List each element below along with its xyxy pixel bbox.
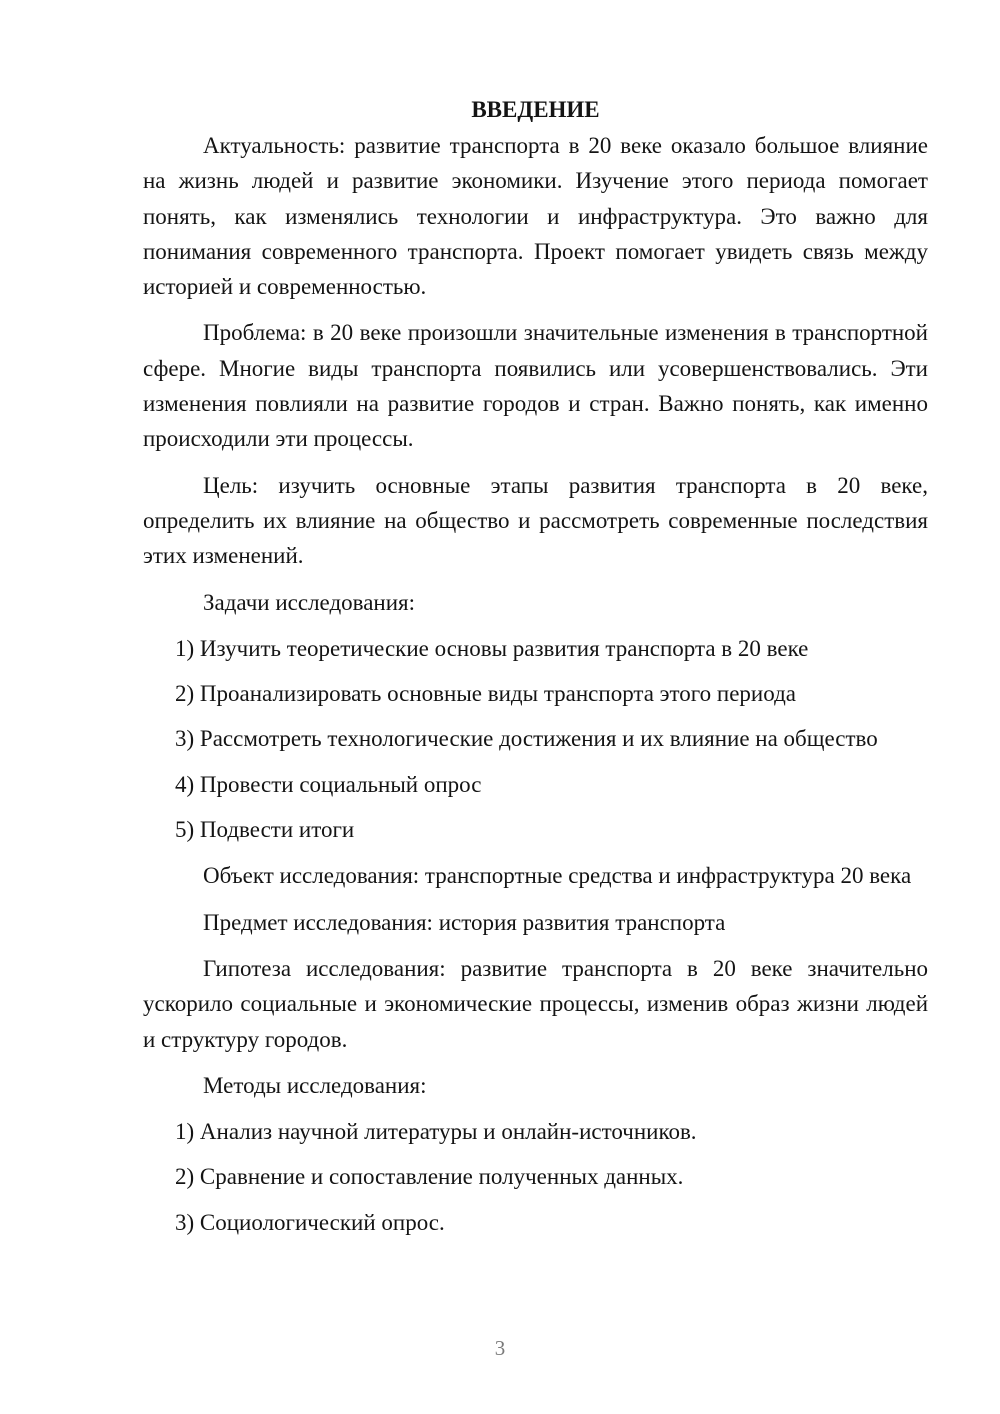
section-title: ВВЕДЕНИЕ xyxy=(471,97,600,122)
list-item: 2) Проанализировать основные виды транспорта этого периода xyxy=(175,681,796,707)
paragraph-problem: Проблема: в 20 веке произошли значительные изменения в транспортной сфере. Многие виды транспорта появились или усовершенствовались. Эти изменения повлияли на развитие городов и стран. Важно понять, как именно происходили эти процессы. xyxy=(143,320,928,452)
paragraph-subject: Предмет исследования: история развития транспорта xyxy=(203,909,726,935)
paragraph-hypothesis: Гипотеза исследования: развитие транспорта в 20 веке значительно ускорило социальные и экономические процессы, изменив образ жизни людей и структуру городов. xyxy=(143,955,928,1052)
list-item: 1) Изучить теоретические основы развития транспорта в 20 веке xyxy=(175,635,809,661)
list-item: 1) Анализ научной литературы и онлайн-источников. xyxy=(175,1119,697,1145)
list-item: 3) Рассмотреть технологические достижения и их влияние на общество xyxy=(175,726,878,752)
list-item: 4) Провести социальный опрос xyxy=(175,771,482,797)
tasks-list xyxy=(143,631,928,847)
page-number: 3 xyxy=(494,1336,506,1360)
document-body xyxy=(143,92,928,1251)
paragraph-object: Объект исследования: транспортные средства и инфраструктура 20 века xyxy=(203,863,912,889)
tasks-heading: Задачи исследования: xyxy=(203,589,416,615)
list-item: 2) Сравнение и сопоставление полученных данных. xyxy=(175,1164,684,1190)
paragraph-goal: Цель: изучить основные этапы развития транспорта в 20 веке, определить их влияние на общество и рассмотреть современные последствия этих изменений. xyxy=(143,472,928,569)
methods-list xyxy=(143,1114,928,1240)
paragraph-relevance: Актуальность: развитие транспорта в 20 веке оказало большое влияние на жизнь людей и развитие экономики. Изучение этого периода помогает понять, как изменялись технологии и инфраструктура. Это важно для понимания современного транспорта. Проект помогает увидеть связь между историей и современностью. xyxy=(143,133,928,300)
list-item: 3) Социологический опрос. xyxy=(175,1209,445,1235)
methods-heading: Методы исследования: xyxy=(203,1072,427,1098)
list-item: 5) Подвести итоги xyxy=(175,817,355,843)
